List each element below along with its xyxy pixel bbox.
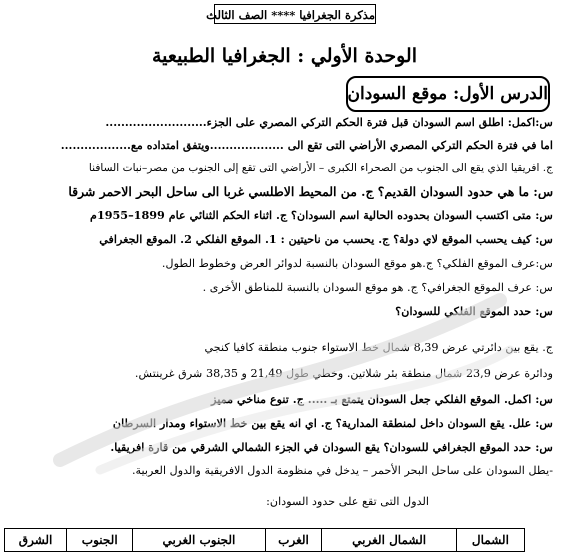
table-header-cell: الجنوب الغربي: [133, 529, 265, 552]
text-line: -يطل السودان على ساحل البحر الأحمر – يدخل في منظومة الدول الافريقية والدول العربية.: [131, 464, 553, 477]
table-header-cell: الجنوب: [67, 529, 133, 552]
text-line: س: علل. يقع السودان داخل لمنطقة المدارية؟ ج. اي انه يقع بين خط الاستواء ومدار السرطان: [112, 416, 553, 430]
table-header-cell: الغرب: [265, 529, 322, 552]
text-line: س: كيف يحسب الموقع لاي دولة؟ ج. يحسب من ناحيتين : 1. الموقع الفلكي 2. الموقع الجغرافي: [99, 232, 553, 246]
text-line: س: عرف الموقع الجغرافي؟ ج. هو موقع السودان بالنسبة للمناطق الأخرى .: [202, 281, 553, 294]
table-header-cell: الشمال الغربي: [322, 529, 456, 552]
text-line: ودائرة عرض 23,9 شمال منطقة بئر شلاتين. وخطي طول 21,49 و 38,35 شرق غرينتش.: [134, 367, 553, 380]
text-line: ج. افريقيا الذي يقع الى الجنوب من الصحراء الكبرى – الأراضي التى تقع إلى الجنوب من مصر–نبات السافنا: [88, 162, 553, 174]
table-header-cell: الشرق: [5, 529, 67, 552]
lesson-title: الدرس الأول: موقع السودان: [346, 76, 550, 112]
unit-title: الوحدة الأولي : الجغرافيا الطبيعية: [151, 45, 418, 67]
text-line: س: حدد الموقع الفلكي للسودان؟: [395, 304, 553, 318]
text-line: س: اكمل. الموقع الفلكي جعل السودان يتمتع بـ ..... ج. تنوع مناخي مميز: [211, 392, 553, 406]
text-line: الدول التى تقع على حدود السودان:: [266, 495, 429, 508]
text-line: س: حدد الموقع الجغرافي للسودان؟ يقع السودان في الجزء الشمالي الشرقي من قارة افريقيا.: [110, 440, 553, 454]
text-line: س: ما هي حدود السودان القديم؟ ج. من المحيط الاطلسي غربا الى ساحل البحر الاحمر شرقا: [68, 184, 553, 199]
text-line: س:عرف الموقع الفلكي؟ ج.هو موقع السودان بالنسبة لدوائر العرض وخطوط الطول.: [161, 257, 553, 270]
table-row: [5, 529, 525, 552]
table-header-cell: الشمال: [456, 529, 524, 552]
text-line: ج. يقع بين دائرتي عرض 8,39 شمال خط الاستواء جنوب منطقة كافيا كنجي: [204, 341, 553, 354]
text-line: س: متى اكتسب السودان بحدوده الحالية اسم السودان؟ ج. اثناء الحكم الثنائي عام 1899–1955م: [90, 208, 553, 222]
page-header: مذكرة الجغرافيا **** الصف الثالث: [214, 4, 376, 24]
borders-table: [4, 528, 525, 552]
text-line: س:اكمل: اطلق اسم السودان قبل فترة الحكم التركي المصري على الجزء..........................: [105, 115, 553, 129]
text-line: اما في فترة الحكم التركي المصري الأراضي التى تقع الى ...................ويتفق امتداده مع..................: [60, 138, 553, 152]
